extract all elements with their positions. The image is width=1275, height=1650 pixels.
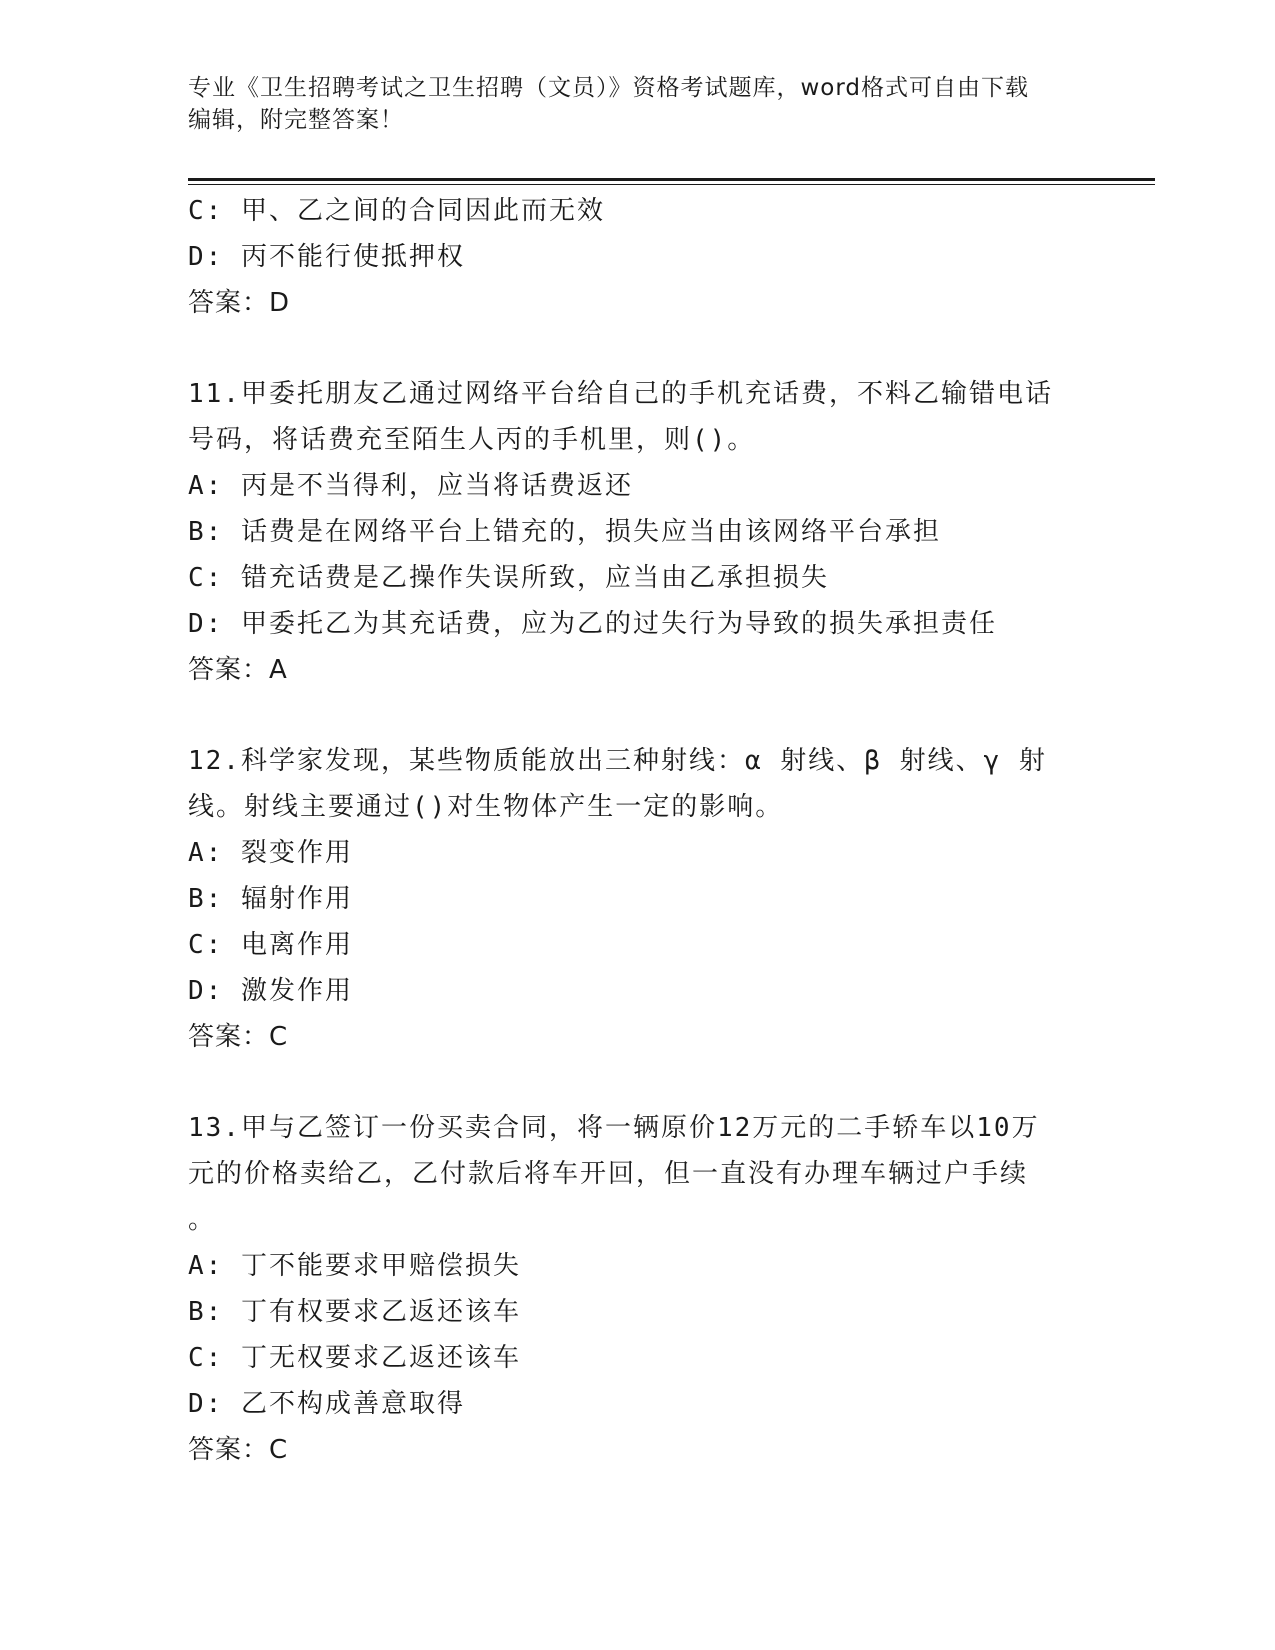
option-a: A: 丁不能要求甲赔偿损失 (188, 1251, 521, 1281)
question-list (188, 188, 1088, 1473)
page-header (188, 72, 1068, 136)
question-spacer (188, 1060, 1088, 1105)
answer-line: 答案：D (188, 288, 291, 318)
header-rule-thin (188, 184, 1155, 185)
question-spacer (188, 326, 1088, 371)
answer-line: 答案：C (188, 1022, 289, 1052)
question-13 (188, 1105, 1088, 1473)
question-stem: 12.科学家发现，某些物质能放出三种射线：α 射线、β 射线、γ 射 (188, 746, 1047, 776)
question-stem: 11.甲委托朋友乙通过网络平台给自己的手机充话费，不料乙输错电话 (188, 379, 1053, 409)
question-stem-cont: 号码，将话费充至陌生人丙的手机里，则()。 (188, 425, 756, 455)
question-spacer (188, 693, 1088, 738)
option-d: D: 丙不能行使抵押权 (188, 242, 465, 272)
question-11 (188, 371, 1088, 693)
question-stem-cont: 线。射线主要通过()对生物体产生一定的影响。 (188, 792, 784, 822)
option-d: D: 甲委托乙为其充话费，应为乙的过失行为导致的损失承担责任 (188, 609, 997, 639)
option-c: C: 电离作用 (188, 930, 353, 960)
answer-line: 答案：A (188, 655, 288, 685)
option-b: B: 话费是在网络平台上错充的，损失应当由该网络平台承担 (188, 517, 941, 547)
option-a: A: 裂变作用 (188, 838, 353, 868)
question-stem: 13.甲与乙签订一份买卖合同，将一辆原价12万元的二手轿车以10万 (188, 1113, 1040, 1143)
question-10-tail (188, 188, 1088, 326)
option-a: A: 丙是不当得利，应当将话费返还 (188, 471, 633, 501)
option-c: C: 错充话费是乙操作失误所致，应当由乙承担损失 (188, 563, 829, 593)
option-c: C: 丁无权要求乙返还该车 (188, 1343, 521, 1373)
option-d: D: 激发作用 (188, 976, 353, 1006)
question-12 (188, 738, 1088, 1060)
header-line-1: 专业《卫生招聘考试之卫生招聘（文员）》资格考试题库，word格式可自由下载 (188, 75, 1030, 101)
answer-line: 答案：C (188, 1435, 289, 1465)
option-d: D: 乙不构成善意取得 (188, 1389, 465, 1419)
header-rule-thick (188, 178, 1155, 181)
option-c: C: 甲、乙之间的合同因此而无效 (188, 196, 605, 226)
question-stem-end: 。 (188, 1205, 217, 1235)
question-stem-cont: 元的价格卖给乙，乙付款后将车开回，但一直没有办理车辆过户手续 (188, 1159, 1029, 1189)
header-line-2: 编辑，附完整答案！ (188, 107, 404, 133)
option-b: B: 丁有权要求乙返还该车 (188, 1297, 521, 1327)
option-b: B: 辐射作用 (188, 884, 353, 914)
